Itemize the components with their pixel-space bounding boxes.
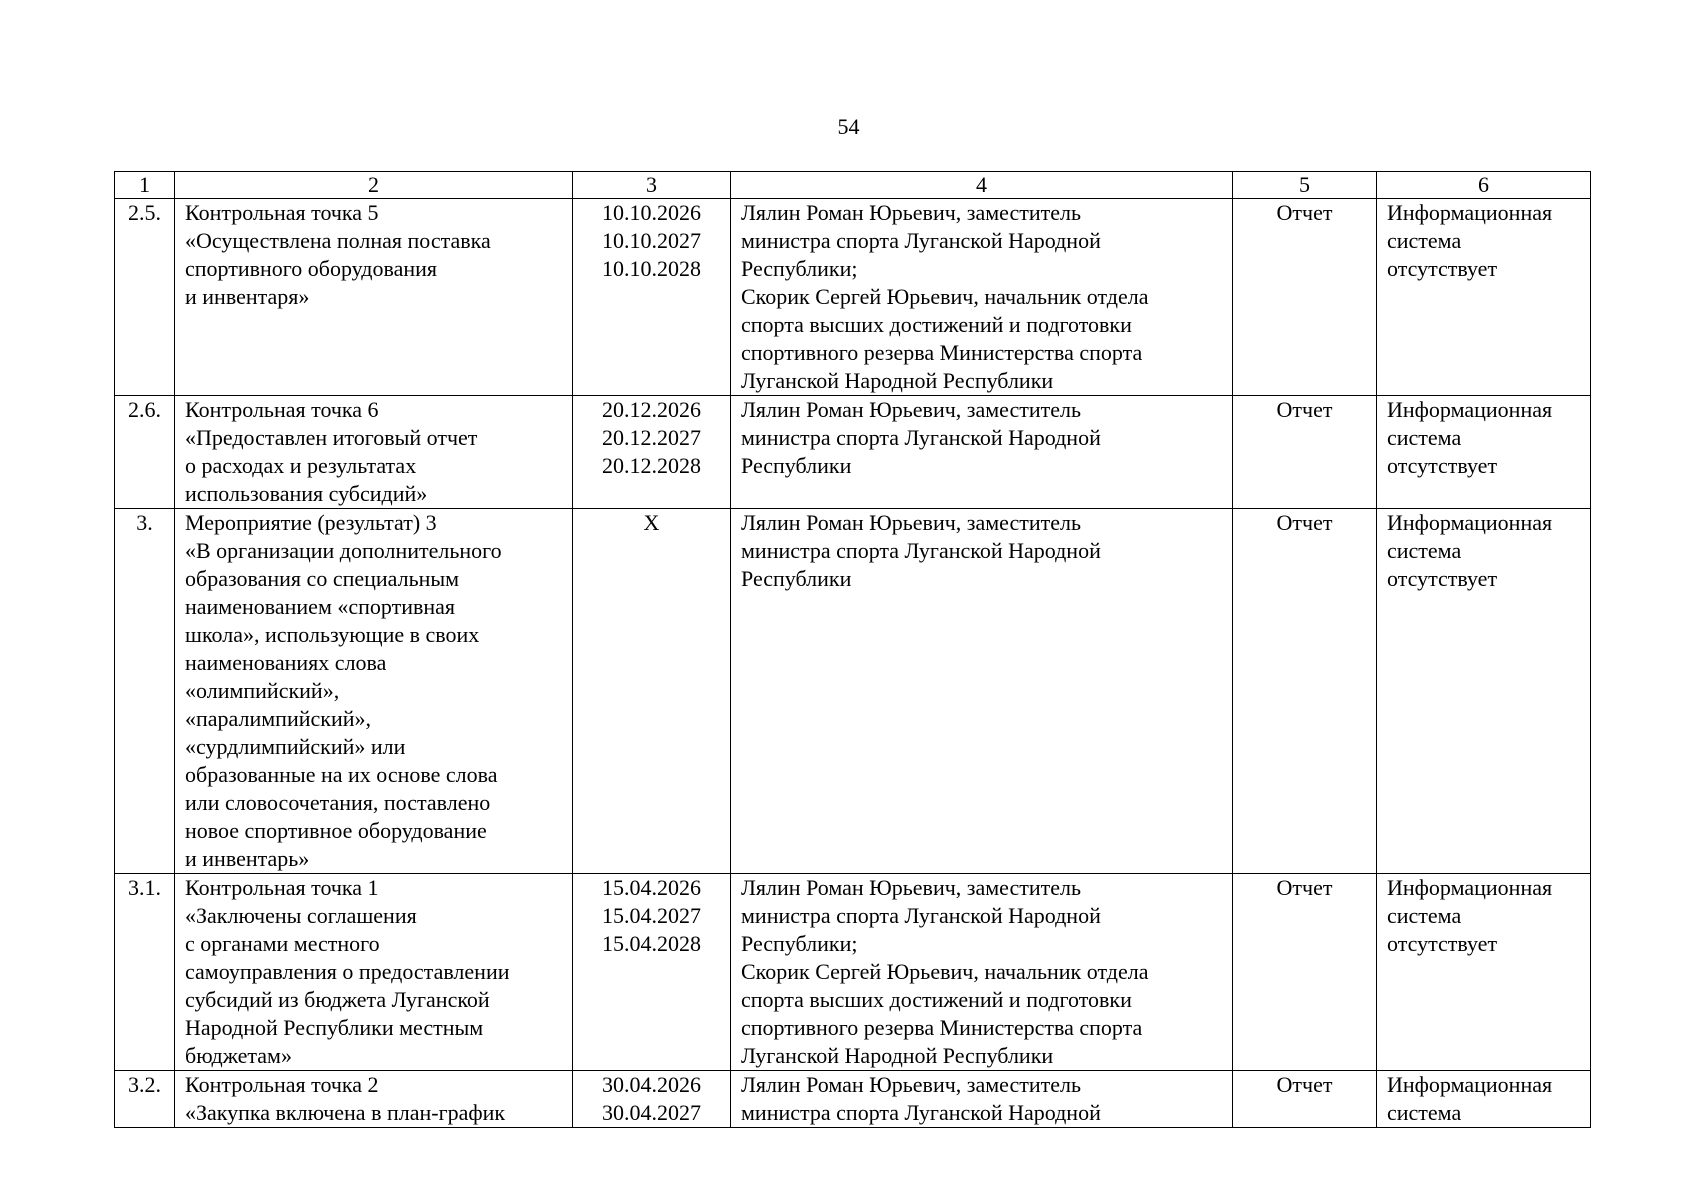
document-type-cell: Отчет [1233, 874, 1377, 1071]
description-cell [175, 396, 573, 509]
description-line: бюджетам» [185, 1043, 292, 1068]
table-row [115, 396, 1591, 509]
description-line: Контрольная точка 2 [185, 1072, 379, 1097]
responsible-cell [731, 509, 1233, 874]
system-line: Информационная [1387, 397, 1553, 422]
description-line: о расходах и результатах [185, 453, 417, 478]
responsible-line: министра спорта Луганской Народной [741, 228, 1101, 253]
information-system-cell [1377, 396, 1591, 509]
description-cell [175, 199, 573, 396]
description-line: «В организации дополнительного [185, 538, 502, 563]
dates-cell [573, 874, 731, 1071]
responsible-cell [731, 1071, 1233, 1128]
information-system-cell [1377, 199, 1591, 396]
description-line: субсидий из бюджета Луганской [185, 987, 490, 1012]
system-line: Информационная [1387, 510, 1553, 535]
date-line: 15.04.2027 [602, 903, 701, 928]
dates-cell [573, 199, 731, 396]
system-line: система [1387, 228, 1462, 253]
system-line: система [1387, 903, 1462, 928]
responsible-line: Лялин Роман Юрьевич, заместитель [741, 875, 1082, 900]
events-table [114, 171, 1591, 1128]
system-line: система [1387, 1100, 1462, 1125]
description-line: спортивного оборудования [185, 256, 438, 281]
header-col-1: 1 [115, 172, 175, 199]
page-number: 54 [837, 114, 860, 139]
responsible-line: спорта высших достижений и подготовки [741, 312, 1132, 337]
responsible-line: спорта высших достижений и подготовки [741, 987, 1132, 1012]
date-line: 15.04.2028 [602, 931, 701, 956]
description-cell [175, 1071, 573, 1128]
row-number-cell: 3.2. [115, 1071, 175, 1128]
description-line: использования субсидий» [185, 481, 428, 506]
responsible-line: Лялин Роман Юрьевич, заместитель [741, 397, 1082, 422]
row-number-cell: 2.6. [115, 396, 175, 509]
description-line: с органами местного [185, 931, 380, 956]
description-line: образованные на их основе слова [185, 762, 498, 787]
responsible-line: министра спорта Луганской Народной [741, 538, 1101, 563]
description-cell [175, 874, 573, 1071]
responsible-line: спортивного резерва Министерства спорта [741, 340, 1143, 365]
description-line: и инвентаря» [185, 284, 310, 309]
date-line: 10.10.2028 [602, 256, 701, 281]
date-line: 10.10.2027 [602, 228, 701, 253]
system-line: Информационная [1387, 875, 1553, 900]
row-number-cell: 3.1. [115, 874, 175, 1071]
description-line: «Предоставлен итоговый отчет [185, 425, 478, 450]
document-type-cell: Отчет [1233, 509, 1377, 874]
responsible-line: министра спорта Луганской Народной [741, 425, 1101, 450]
header-col-5: 5 [1233, 172, 1377, 199]
header-col-2: 2 [175, 172, 573, 199]
responsible-line: Республики [741, 453, 852, 478]
system-line: отсутствует [1387, 256, 1498, 281]
responsible-cell [731, 396, 1233, 509]
date-line: 20.12.2028 [602, 453, 701, 478]
date-line: 10.10.2026 [602, 200, 701, 225]
table-row [115, 1071, 1591, 1128]
date-line: 15.04.2026 [602, 875, 701, 900]
responsible-line: Республики; [741, 931, 858, 956]
table-row [115, 509, 1591, 874]
system-line: отсутствует [1387, 453, 1498, 478]
responsible-line: Республики [741, 566, 852, 591]
dates-cell [573, 509, 731, 874]
description-line: «паралимпийский», [185, 706, 371, 731]
responsible-line: Скорик Сергей Юрьевич, начальник отдела [741, 284, 1149, 309]
description-line: Народной Республики местным [185, 1015, 484, 1040]
description-line: или словосочетания, поставлено [185, 790, 491, 815]
date-line: X [643, 510, 660, 535]
description-line: самоуправления о предоставлении [185, 959, 510, 984]
information-system-cell [1377, 509, 1591, 874]
information-system-cell [1377, 1071, 1591, 1128]
system-line: система [1387, 538, 1462, 563]
row-number-cell: 3. [115, 509, 175, 874]
description-cell [175, 509, 573, 874]
responsible-line: Лялин Роман Юрьевич, заместитель [741, 1072, 1082, 1097]
description-line: «Осуществлена полная поставка [185, 228, 491, 253]
responsible-cell [731, 199, 1233, 396]
description-line: Контрольная точка 5 [185, 200, 379, 225]
responsible-line: спортивного резерва Министерства спорта [741, 1015, 1143, 1040]
responsible-cell [731, 874, 1233, 1071]
responsible-line: Республики; [741, 256, 858, 281]
row-number-cell: 2.5. [115, 199, 175, 396]
description-line: новое спортивное оборудование [185, 818, 487, 843]
table-row [115, 874, 1591, 1071]
header-col-4: 4 [731, 172, 1233, 199]
table-header-row [115, 172, 1591, 199]
responsible-line: министра спорта Луганской Народной [741, 1100, 1101, 1125]
date-line: 20.12.2027 [602, 425, 701, 450]
description-line: и инвентарь» [185, 846, 310, 871]
system-line: отсутствует [1387, 566, 1498, 591]
table-row [115, 199, 1591, 396]
dates-cell [573, 396, 731, 509]
description-line: «Заключены соглашения [185, 903, 417, 928]
date-line: 20.12.2026 [602, 397, 701, 422]
header-col-6: 6 [1377, 172, 1591, 199]
document-type-cell: Отчет [1233, 1071, 1377, 1128]
date-line: 30.04.2027 [602, 1100, 701, 1125]
description-line: школа», использующие в своих [185, 622, 480, 647]
responsible-line: министра спорта Луганской Народной [741, 903, 1101, 928]
description-line: Контрольная точка 1 [185, 875, 379, 900]
description-line: Контрольная точка 6 [185, 397, 379, 422]
description-line: образования со специальным [185, 566, 460, 591]
system-line: Информационная [1387, 1072, 1553, 1097]
responsible-line: Скорик Сергей Юрьевич, начальник отдела [741, 959, 1149, 984]
responsible-line: Луганской Народной Республики [741, 368, 1054, 393]
document-type-cell: Отчет [1233, 396, 1377, 509]
system-line: отсутствует [1387, 931, 1498, 956]
document-type-cell: Отчет [1233, 199, 1377, 396]
description-line: «олимпийский», [185, 678, 340, 703]
system-line: Информационная [1387, 200, 1553, 225]
description-line: наименованием «спортивная [185, 594, 456, 619]
description-line: «сурдлимпийский» или [185, 734, 406, 759]
responsible-line: Луганской Народной Республики [741, 1043, 1054, 1068]
description-line: Мероприятие (результат) 3 [185, 510, 437, 535]
information-system-cell [1377, 874, 1591, 1071]
header-col-3: 3 [573, 172, 731, 199]
date-line: 30.04.2026 [602, 1072, 701, 1097]
dates-cell [573, 1071, 731, 1128]
description-line: наименованиях слова [185, 650, 387, 675]
description-line: «Закупка включена в план-график [185, 1100, 506, 1125]
responsible-line: Лялин Роман Юрьевич, заместитель [741, 200, 1082, 225]
system-line: система [1387, 425, 1462, 450]
responsible-line: Лялин Роман Юрьевич, заместитель [741, 510, 1082, 535]
